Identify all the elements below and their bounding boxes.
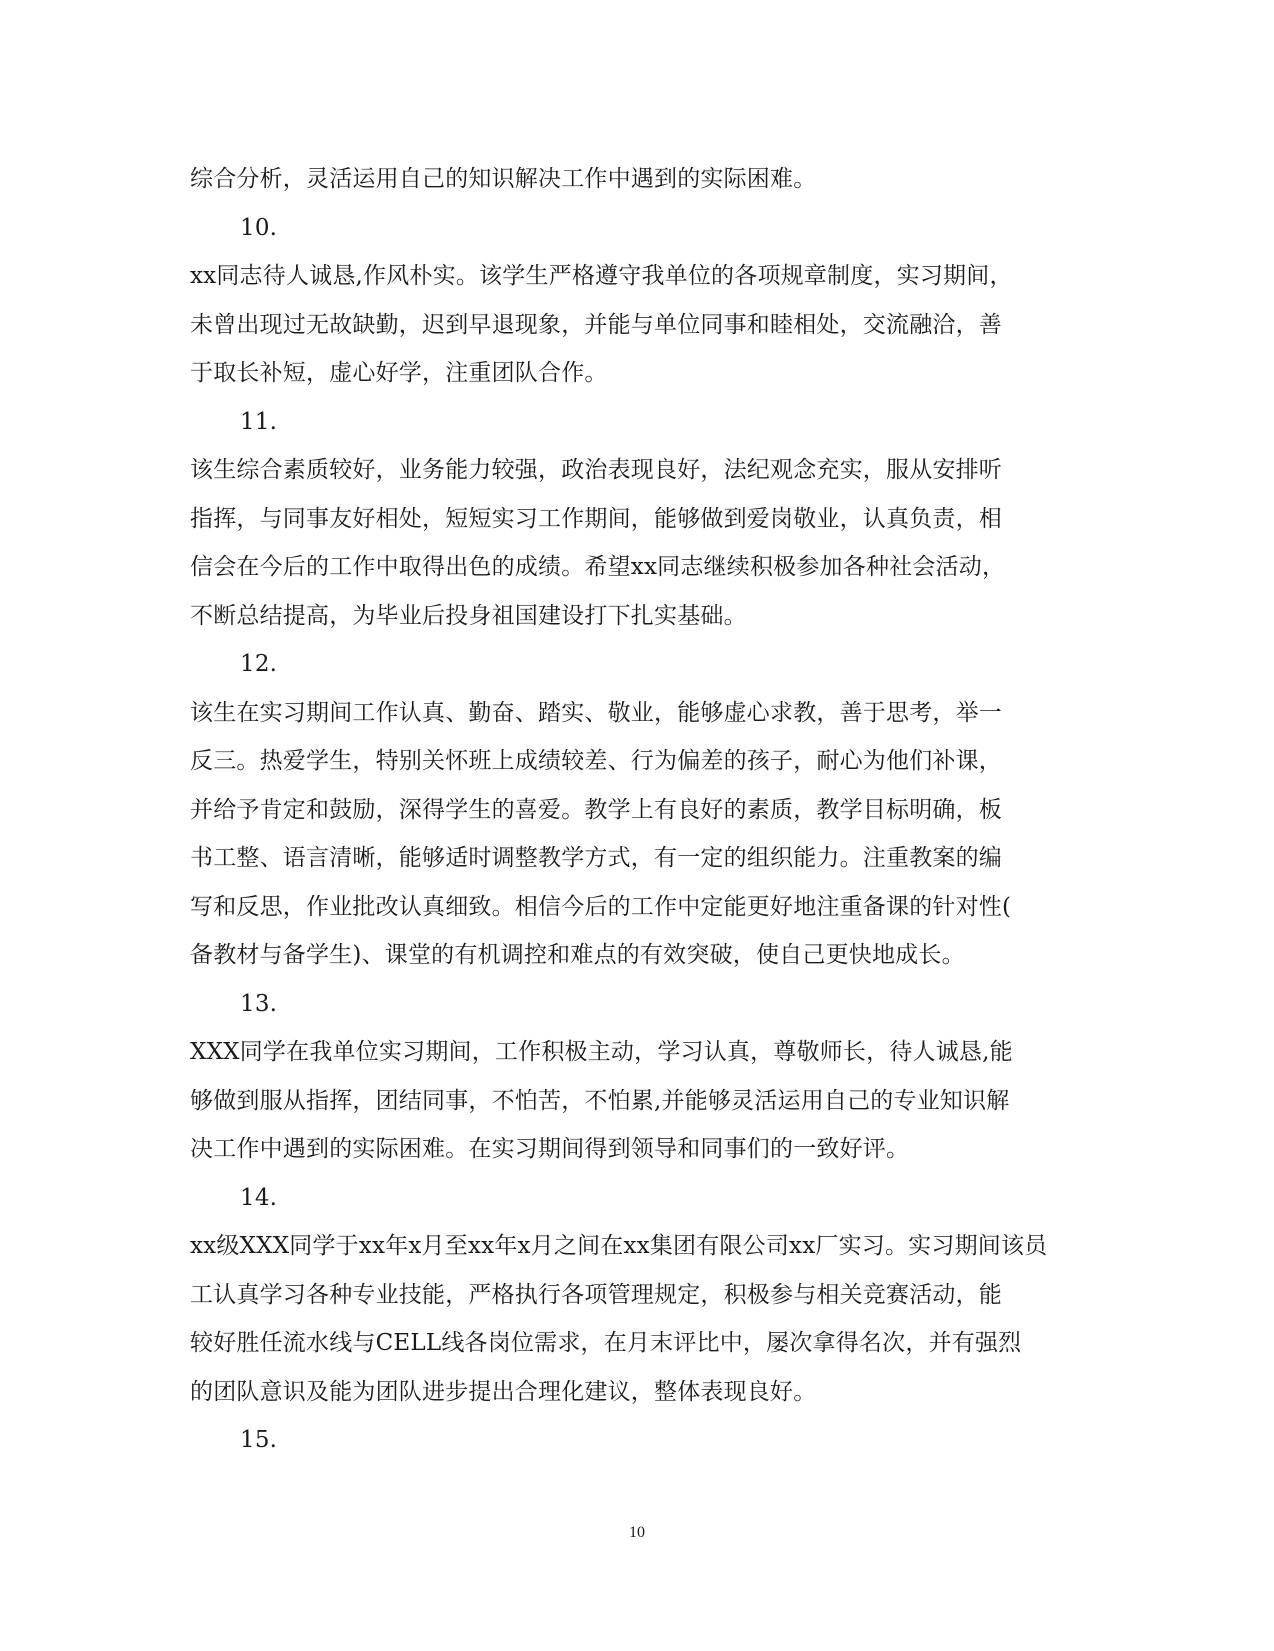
body-text-line: 备教材与备学生)、课堂的有机调控和难点的有效突破，使自己更快地成长。 <box>190 942 965 968</box>
body-text-line: 的团队意识及能为团队进步提出合理化建议，整体表现良好。 <box>190 1378 817 1405</box>
page-number: 10 <box>629 1524 645 1541</box>
body-text-line: xx同志待人诚恳,作风朴实。该学生严格遵守我单位的各项规章制度，实习期间， <box>190 263 1013 289</box>
body-text-line: 并给予肯定和鼓励，深得学生的喜爱。教学上有良好的素质，教学目标明确，板 <box>190 796 1002 823</box>
body-text-line: XXX同学在我单位实习期间，工作积极主动，学习认真，尊敬师长，待人诚恳,能 <box>190 1039 1013 1065</box>
document-body <box>190 155 1080 1465</box>
body-text-line: 未曾出现过无故缺勤，迟到早退现象，并能与单位同事和睦相处，交流融洽，善 <box>190 311 1002 338</box>
body-text-line: xx级XXX同学于xx年x月至xx年x月之间在xx集团有限公司xx厂实习。实习期间该员 <box>190 1233 1048 1259</box>
item-number: 14. <box>240 1184 278 1211</box>
body-text-line: 于取长补短，虚心好学，注重团队合作。 <box>190 360 608 386</box>
body-text-line: 该生在实习期间工作认真、勤奋、踏实、敬业，能够虚心求教，善于思考，举一 <box>190 699 1002 726</box>
item-number: 10. <box>240 214 278 241</box>
body-text-line: 书工整、语言清晰，能够适时调整教学方式，有一定的组织能力。注重教案的编 <box>190 845 1002 871</box>
item-number: 12. <box>240 651 278 677</box>
body-text-line: 决工作中遇到的实际困难。在实习期间得到领导和同事们的一致好评。 <box>190 1136 910 1162</box>
body-text-line: 反三。热爱学生，特别关怀班上成绩较差、行为偏差的孩子，耐心为他们补课， <box>190 748 1002 774</box>
body-text-line: 较好胜任流水线与CELL线各岗位需求，在月末评比中，屡次拿得名次，并有强烈 <box>190 1330 1022 1356</box>
body-text-line: 工认真学习各种专业技能，严格执行各项管理规定，积极参与相关竞赛活动，能 <box>190 1281 1002 1308</box>
item-number: 13. <box>240 990 278 1017</box>
body-text-line: 该生综合素质较好，业务能力较强，政治表现良好，法纪观念充实，服从安排听 <box>190 457 1002 483</box>
item-number: 15. <box>240 1427 278 1453</box>
body-text-line: 信会在今后的工作中取得出色的成绩。希望xx同志继续积极参加各种社会活动， <box>190 554 1006 580</box>
body-text-line: 指挥，与同事友好相处，短短实习工作期间，能够做到爱岗敬业，认真负责，相 <box>190 505 1002 532</box>
body-text-line: 综合分析，灵活运用自己的知识解决工作中遇到的实际困难。 <box>190 166 817 192</box>
body-text-line: 写和反思，作业批改认真细致。相信今后的工作中定能更好地注重备课的针对性( <box>190 893 1012 920</box>
body-text-line: 够做到服从指挥，团结同事，不怕苦，不怕累,并能够灵活运用自己的专业知识解 <box>190 1087 1010 1114</box>
body-text-line: 不断总结提高，为毕业后投身祖国建设打下扎实基础。 <box>190 602 747 629</box>
item-number: 11. <box>240 408 278 435</box>
